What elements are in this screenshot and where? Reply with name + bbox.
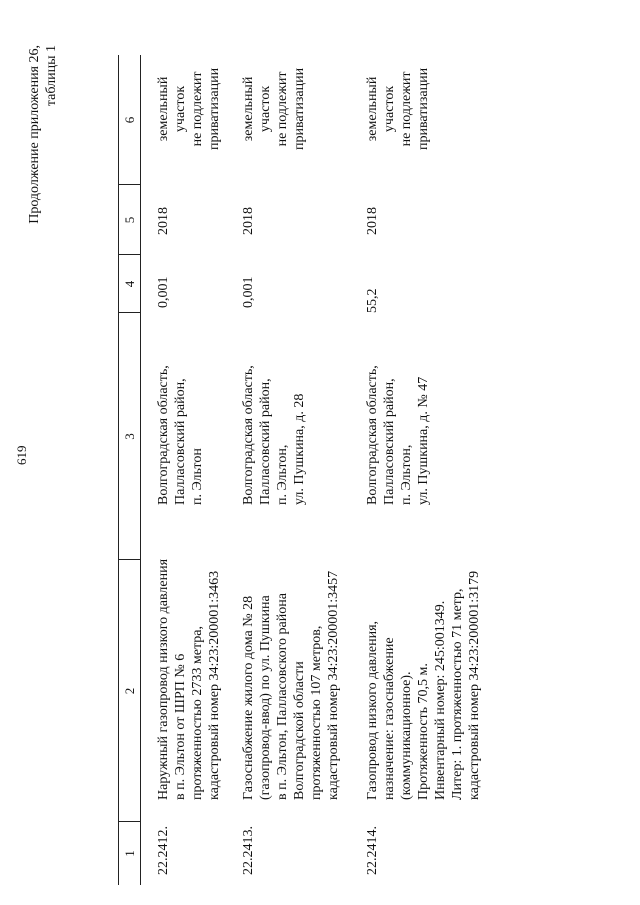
object-value: 0,001 [241, 276, 256, 308]
object-value: 0,001 [156, 276, 171, 308]
continuation-line-2: таблицы 1 [44, 45, 59, 107]
continuation-header [26, 45, 60, 305]
table-top-border [118, 55, 119, 885]
object-year: 2018 [241, 207, 256, 235]
object-name: Газоснабжение жилого дома № 28 (газопровод-ввод) по ул. Пушкина в п. Эльтон, Палласовского района Волгоградской области протяженностью 107 метров, кадастровый номер 34:23:200001:3457 [241, 570, 341, 800]
row-number: 22.2414. [365, 826, 380, 875]
object-address: Волгоградская область, Палласовский район, п. Эльтон, ул. Пушкина, д. № 47 [365, 365, 431, 505]
object-year: 2018 [365, 207, 380, 235]
object-address: Волгоградская область, Палласовский район, п. Эльтон, ул. Пушкина, д. 28 [241, 365, 307, 505]
table-header-border [140, 55, 141, 885]
object-address: Волгоградская область, Палласовский район, п. Эльтон [156, 365, 205, 505]
object-value: 55,2 [365, 288, 380, 313]
column-header-2: 2 [122, 687, 137, 695]
continuation-line-1: Продолжение приложения 26, [27, 45, 42, 224]
column-header-5: 5 [122, 216, 137, 224]
page-number: 619 [14, 445, 29, 465]
object-note: земельный участок не подлежит приватизации [156, 67, 222, 150]
object-year: 2018 [156, 207, 171, 235]
column-header-6: 6 [122, 116, 137, 124]
row-number: 22.2412. [156, 826, 171, 875]
object-note: земельный участок не подлежит приватизации [241, 67, 307, 150]
column-header-3: 3 [122, 433, 137, 440]
column-header-4: 4 [122, 280, 137, 288]
row-number: 22.2413. [241, 826, 256, 875]
column-header-1: 1 [122, 850, 137, 857]
object-name: Газопровод низкого давления, назначение: газоснабжение (коммуникационное). Протяженность 70,5 м. Инвентарный номер: 245:001349. Литер: 1. протяженностью 71 метр, кадастровый номер 34:23:200001:3179 [365, 570, 482, 800]
object-note: земельный участок не подлежит приватизации [365, 67, 431, 150]
object-name: Наружный газопровод низкого давления в п. Эльтон от ШРП № 6 протяженностью 2733 метра, кадастровый номер 34:23:200001:3463 [156, 558, 222, 800]
